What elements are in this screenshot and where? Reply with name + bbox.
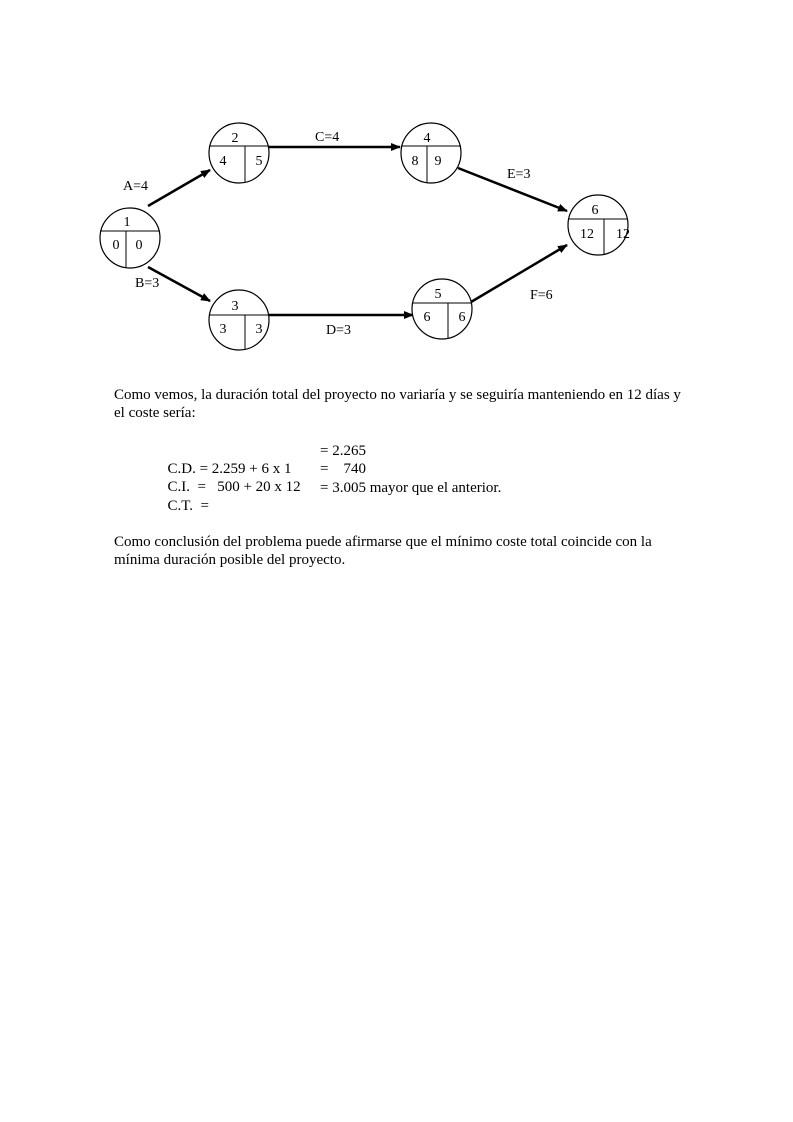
node-2-late: 5 [255,154,263,169]
project-network-diagram [0,0,793,370]
node-3-late: 3 [255,322,263,337]
node-4-id: 4 [423,131,431,146]
node-6-early: 12 [580,227,594,242]
node-5-early: 6 [423,310,431,325]
paragraph-duration: Como vemos, la duración total del proyecto no variaría y se seguiría manteniendo en 12 días y el coste sería: [114,387,681,421]
node-6-late: 12 [616,227,630,242]
cost-direct-formula: C.D. = 2.259 + 6 x 1 [167,461,292,477]
node-1 [100,208,160,268]
node-4-late: 9 [434,154,442,169]
node-3-id: 3 [231,299,239,314]
node-2-id: 2 [231,131,239,146]
node-6 [568,195,630,255]
activity-label-b: B=3 [135,276,160,291]
node-1-late: 0 [135,238,143,253]
cost-indirect-result: = 740 [320,461,366,477]
cost-total-formula: C.T. = [167,498,210,514]
arrow-a [148,170,210,206]
node-3 [209,290,269,350]
paragraph-conclusion: Como conclusión del problema puede afirmarse que el mínimo coste total coincide con la mínima duración posible del proyecto. [114,534,652,568]
cost-indirect-formula: C.I. = 500 + 20 x 12 [167,479,301,495]
node-2-early: 4 [219,154,227,169]
node-1-id: 1 [123,215,131,230]
activity-arrows [148,147,567,315]
activity-label-f: F=6 [530,288,553,303]
cost-direct-result: = 2.265 [320,443,366,459]
activity-label-a: A=4 [123,179,149,194]
cost-total-result: = 3.005 mayor que el anterior. [320,480,502,496]
node-2 [209,123,269,183]
activity-label-c: C=4 [315,130,340,145]
node-5-id: 5 [434,287,442,302]
node-6-id: 6 [591,203,599,218]
node-5 [412,279,472,339]
node-3-early: 3 [219,322,227,337]
activity-label-d: D=3 [326,323,352,338]
node-4 [401,123,461,183]
node-4-early: 8 [411,154,419,169]
node-1-early: 0 [112,238,120,253]
node-5-late: 6 [458,310,466,325]
activity-label-e: E=3 [507,167,531,182]
